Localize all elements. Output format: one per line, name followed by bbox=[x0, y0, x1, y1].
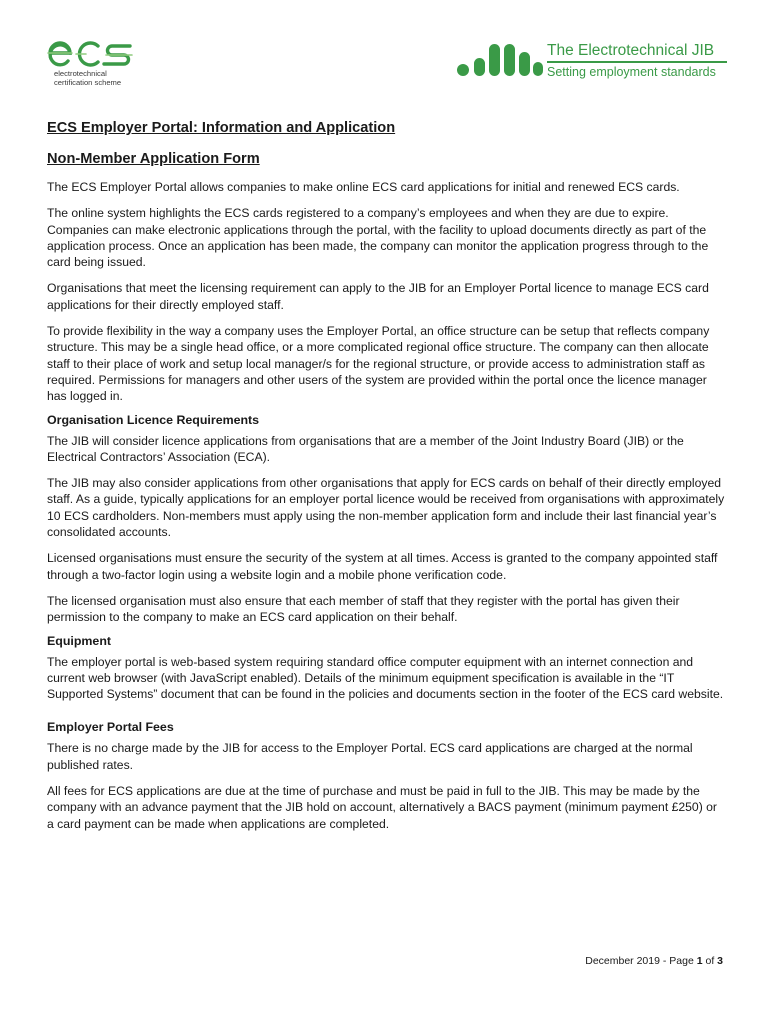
fees-paragraph: There is no charge made by the JIB for access to the Employer Portal. ECS card applications are charged at the normal published rates. bbox=[47, 741, 693, 772]
intro-paragraph: The ECS Employer Portal allows companies to make online ECS card applications for initial and renewed ECS cards. bbox=[47, 180, 680, 194]
document-title: ECS Employer Portal: Information and Application bbox=[47, 120, 396, 136]
ecs-logo-subtitle bbox=[54, 70, 121, 87]
licence-paragraph: The licensed organisation must also ensure that each member of staff that they register with the portal has given their permission to the company to make an ECS card application on their behalf. bbox=[47, 593, 680, 625]
jib-logo bbox=[455, 42, 545, 78]
intro-paragraph: To provide flexibility in the way a company uses the Employer Portal, an office structure can be setup that reflects company structure. This may be a single head office, or a more complicated regional office structure. The company can then allocate staff to their place of work and setup local manager/s for the regional structure, or provide access to administration staff as required. Permissions for managers and other users of the system are provided within the portal once the licence manager has logged in. bbox=[47, 324, 710, 404]
licence-paragraph: The JIB will consider licence applications from organisations that are a member of the Joint Industry Board (JIB) or the Electrical Contractors’ Association (ECA). bbox=[47, 433, 684, 464]
licence-paragraph: Licensed organisations must ensure the security of the system at all times. Access is granted to the company appointed staff through a two-factor login using a website login and a mobile phone verification code. bbox=[47, 551, 718, 582]
licence-paragraph: The JIB may also consider applications from other organisations that apply for ECS cards on behalf of their directly employed staff. As a guide, typically applications for an employer portal licence would be received from organisations with approximately 10 ECS cardholders. Non-members must apply using the non-member application form and include their last financial year’s consolidated accounts. bbox=[47, 476, 725, 540]
jib-divider bbox=[547, 61, 727, 63]
jib-logo-text bbox=[547, 41, 727, 80]
intro-paragraph: Organisations that meet the licensing requirement can apply to the JIB for an Employer Portal licence to manage ECS card applications for their directly employed staff. bbox=[47, 281, 709, 312]
footer-of: of bbox=[702, 955, 718, 967]
section-heading-fees: Employer Portal Fees bbox=[47, 720, 174, 735]
equipment-paragraph: The employer portal is web-based system requiring standard office computer equipment with an internet connection and current web browser (with JavaScript enabled). Details of the minimum equipment specification is available in the “IT Supported Systems” document that can be found in the policies and documents section in the footer of the ECS card website. bbox=[47, 654, 724, 702]
document-header bbox=[0, 0, 770, 100]
jib-tagline: Setting employment standards bbox=[547, 64, 716, 79]
footer-current-page: 1 bbox=[696, 955, 703, 967]
ecs-subtitle-line1: electrotechnical bbox=[54, 69, 107, 78]
document-subtitle: Non-Member Application Form bbox=[47, 151, 260, 167]
page-footer bbox=[585, 955, 723, 967]
section-heading-equipment: Equipment bbox=[47, 633, 112, 648]
section-heading-licence: Organisation Licence Requirements bbox=[47, 412, 260, 427]
document-body bbox=[47, 119, 727, 842]
ecs-subtitle-line2: certification scheme bbox=[54, 77, 122, 87]
jib-title: The Electrotechnical JIB bbox=[547, 42, 715, 59]
footer-date: December 2019 - Page bbox=[585, 955, 697, 967]
footer-total-pages: 3 bbox=[717, 955, 723, 967]
intro-paragraph: The online system highlights the ECS cards registered to a company’s employees and when they are due to expire. Companies can make electronic applications through the portal, with the facility to upload documents directly as part of the application process. Once an application has been made, the company can monitor the application progress through to the card being issued. bbox=[47, 206, 709, 270]
fees-paragraph: All fees for ECS applications are due at the time of purchase and must be paid in full to the JIB. This may be made by the company with an advance payment that the JIB hold on account, alternatively a BACS payment (minimum payment £250) or a card payment can be made when applications are completed. bbox=[47, 784, 717, 831]
